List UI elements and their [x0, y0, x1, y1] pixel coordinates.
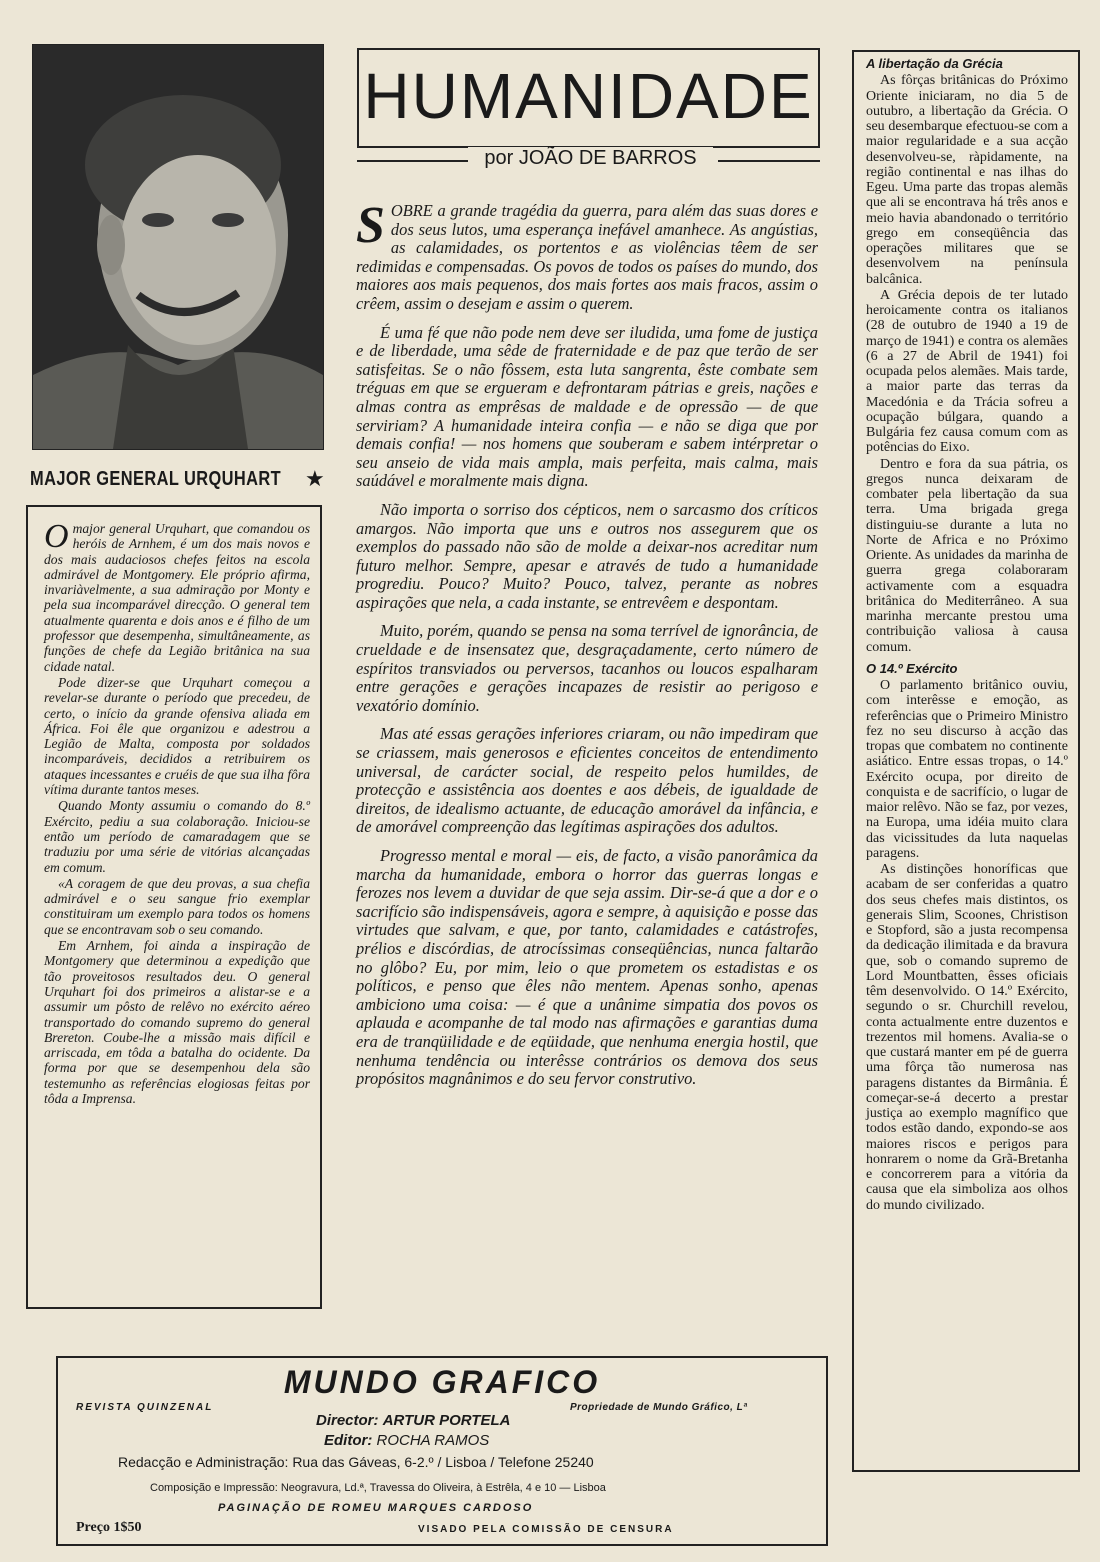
article-paragraph: Progresso mental e moral — eis, de facto, a visão panorâmica da marcha da humanidade, embora o horror das guerras longas e ferozes nos levem a duvidar de que seja assim. Dir-se-á que a dor e o sacrifício são indispensáveis, agora e sempre, à aquisição e posse das virtudes que salvam, e que, por tanto, calamidades e catástrofes, prélios e discórdias, de atrocíssimas conseqüências, nunca faltarão no glôbo? Eu, por mim, leio o que prometem os estadistas e os políticos, e penso que êles não mentem. Apenas sonho, apenas ambiciono uma coisa: — é que a unânime simpatia dos povos os aplauda e acompanhe de tal modo nas afirmações e garantias duma era de tranqüilidade e de eqüidade, que nenhuma energia hostil, que nenhuma tendência ou interêsse contrários os demova dos seus propósitos magnânimos e do seu fervor construtivo. [356, 846, 818, 1089]
right-paragraph: As distinções honoríficas que acabam de ser conferidas a quatro dos seus chefes mais distintos, os generais Slim, Scoones, Christison e Stopford, são a justa recompensa da dedicação ilimitada e da bravura que, sob o comando supremo de Lord Mountbatten, êsses oficiais têm desenvolvido. O 14.º Exército, segundo o sr. Churchill revelou, conta actualmente entre duzentos e trezentos mil homens. Avalia-se o que custará manter em pé de guerra uma fôrça tão numerosa nas paragens distantes da Birmânia. É começar-se-á decerto a prestar justiça ao exemplo magnífico que todos estão dando, expondo-se aos maiores riscos e perigos para honrarem o nome da Grã-Bretanha e concorrerem para a vitória da causa que ela simboliza aos olhos do mundo civilizado. [866, 862, 1068, 1213]
address-line: Redacção e Administração: Rua das Gáveas, 6-2.º / Lisboa / Telefone 25240 [118, 1454, 594, 1470]
article-paragraph: Muito, porém, quando se pensa na soma terrível de ignorância, de crueldade e de insensatez que, desgraçadamente, certo número de espíritos transviados ou perversos, tacanhos ou loucos espalharam entre gerações e gerações incapazes de resistir ao perigoso e vexatório domínio. [356, 621, 818, 715]
sidebar-dropcap: O [44, 518, 69, 555]
article-byline: por JOÃO DE BARROS [468, 147, 713, 170]
magazine-owner: Propriedade de Mundo Gráfico, Lª [570, 1402, 748, 1413]
editor-line: Editor: ROCHA RAMOS [324, 1432, 490, 1449]
article-body [356, 197, 818, 1099]
sidebar-paragraph: «A coragem de que deu provas, a sua chefia admirável e o seu sangue frio exemplar constituiram um exemplo para todos os homens que se encontravam sob o seu comando. [44, 875, 310, 937]
section-heading-14th-army: O 14.º Exército [866, 660, 958, 676]
byline-rule-right [718, 160, 820, 162]
right-paragraph: O parlamento britânico ouviu, com interêsse e emoção, as referências que o Primeiro Ministro fez no seu discurso à acção das tropas que combatem no continente asiático. Entre essas tropas, o 14.º Exército ocupa, por direito de conquista e de sacrifício, o lugar de maior relêvo. Não se faz, por vezes, na Europa, uma idéia muito clara das vicissitudes da luta naquelas paragens. [866, 678, 1068, 861]
sidebar-paragraph: Quando Monty assumiu o comando do 8.º Exército, pediu a sua colaboração. Iniciou-se então um período de camaradagem que se traduziu por uma série de vitórias alcançadas em comum. [44, 798, 310, 875]
magazine-subtitle: REVISTA QUINZENAL [76, 1402, 214, 1413]
article-paragraph: Não importa o sorriso dos cépticos, nem o sarcasmo dos críticos amargos. Não importa que uns e outros nos assegurem que os exemplos do passado não são de molde a deixar-nos acreditar num futuro melhor. Sempre, apesar e através de tudo a humanidade progrediu. Pouco? Muito? Pouco, talvez, perante as nobres aspirações que nela, a cada instante, se entrevêem e despontam. [356, 499, 818, 612]
right-column [852, 50, 1080, 1472]
right-paragraph: As fôrças britânicas do Próximo Oriente iniciaram, no dia 5 de outubro, a libertação da Grécia. O seu desembarque efectuou-se com a maior regularidade e a sua acção desenvolveu-se, ràpidamente, na região continental e nas ilhas do Egeu. Uma parte das tropas alemãs que ali se encontrava há três anos e meio havia abandonado o território grego em conseqüência das operações militares que se desenvolvem na península balcânica. [866, 73, 1068, 287]
article-paragraph: É uma fé que não pode nem deve ser iludida, uma fome de justiça e de liberdade, uma sêde de fraternidade e de paz que terão de ser satisfeitas. Se o não fôssem, esta luta sangrenta, êste combate sem tréguas em que se ergueram e defrontaram pátrias e greis, nações e almas contra as emprêsas de maldade e de opressão — de que serviriam? A humanidade inteira confia — e não se diga que por demais confia! — nos homens que souberam e sabem intérpretar o seu anseio de vida mais ampla, mais perfeita, mais calma, mais saúdável e moralmente mais digna. [356, 322, 818, 491]
sidebar-box [26, 505, 322, 1309]
sidebar-paragraph: Pode dizer-se que Urquhart começou a revelar-se durante o período que precedeu, de certo, o início da grande ofensiva aliada em África. Foi êle que organizou e adestrou a Legião de Malta, composta por soldados incomparáveis, decididos a retribuirem os ataques incessantes e cruéis de que sua ilha fôra vítima durante tantos meses. [44, 674, 310, 798]
director-line: Director: ARTUR PORTELA [316, 1412, 511, 1429]
photo-caption: MAJOR GENERAL URQUHART [30, 468, 282, 490]
portrait-photo [32, 44, 324, 450]
magazine-name: MUNDO GRAFICO [283, 1364, 601, 1400]
article-dropcap: S [356, 197, 385, 254]
right-paragraph: Dentro e fora da sua pátria, os gregos nunca deixaram de combater pela libertação da sua terra. Uma brigada grega distinguiu-se durante a luta no Norte de Africa e no Próximo Oriente. As unidades da marinha de guerra grega colaboraram activamente com a esquadra britânica do Mediterrâneo. A sua marinha mercante prestou uma contribuição valiosa à causa comum. [866, 456, 1068, 655]
price-label: Preço 1$50 [76, 1520, 142, 1535]
article-paragraph: Mas até essas gerações inferiores criaram, ou não impediram que se criassem, mais generosos e eficientes conceitos de entendimento universal, de carácter social, de respeito pelos humildes, de protecção e assistência aos doentes e aos débeis, de igualdade de direitos, de idealismo actuante, de educação amorável da infância, e de amorável compreenção das legítimas aspirações dos adultos. [356, 724, 818, 837]
article-paragraph: SOBRE a grande tragédia da guerra, para além das suas dores e dos seus lutos, uma esperança inefável amanhece. As angústias, as calamidades, os portentos e as violências têem de ser redimidas e compensadas. Os povos de todos os países do mundo, dos maiores aos mais pequenos, dos mais fortes aos mais fracos, assim o crêem, assim o desejam e assim o querem. [356, 197, 818, 313]
pagination-line: PAGINAÇÃO DE ROMEU MARQUES CARDOSO [218, 1502, 534, 1514]
article-title: HUMANIDADE [357, 48, 820, 148]
sidebar-paragraph: Em Arnhem, foi ainda a inspiração de Montgomery que determinou a expedição que tão proveitosos resultados deu. O general Urquhart foi dos primeiros a alistar-se e a assumir um pôsto de relêvo no exército aéreo transportado do comando supremo do general Brereton. Coube-lhe a missão mais difícil e arriscada, em tôda a batalha do ocidente. Da forma por que se desempenhou dela são testemunho as referências elogiosas feitas por tôda a Imprensa. [44, 938, 310, 1106]
sidebar-paragraph: Omajor general Urquhart, que comandou os heróis de Arnhem, é um dos mais novos e dos mais audaciosos chefes feitos na escola admirável de Montgomery. Ele próprio afirma, invariàvelmente, a sua admiração por Monty e pela sua incomparável direcção. O general tem atualmente quarenta e dois anos e é filho de um professor que desempenha, simultâneamente, as funções de chefe da Legião britânica na sua cidade natal. [44, 518, 310, 674]
star-icon: ★ [305, 466, 325, 491]
masthead-box [56, 1356, 828, 1546]
censor-line: VISADO PELA COMISSÃO DE CENSURA [418, 1524, 674, 1535]
portrait-illustration [33, 45, 323, 449]
section-heading-greece: A libertação da Grécia [866, 56, 1003, 71]
right-paragraph: A Grécia depois de ter lutado heroicamente contra os italianos (28 de outubro de 1940 a 19 de março de 1941) e contra os alemães (6 a 27 de Abril de 1941) foi ocupada pelos alemães. Mais tarde, a maior parte das terras da Macedónia e da Trácia sofreu a ocupação búlgara, quando a Bulgária fez causa comum com as potências do Eixo. [866, 287, 1068, 456]
byline-rule-left [357, 160, 470, 162]
composition-line: Composição e Impressão: Neogravura, Ld.ª, Travessa do Oliveira, à Estrêla, 4 e 10 — Lisboa [150, 1482, 606, 1494]
